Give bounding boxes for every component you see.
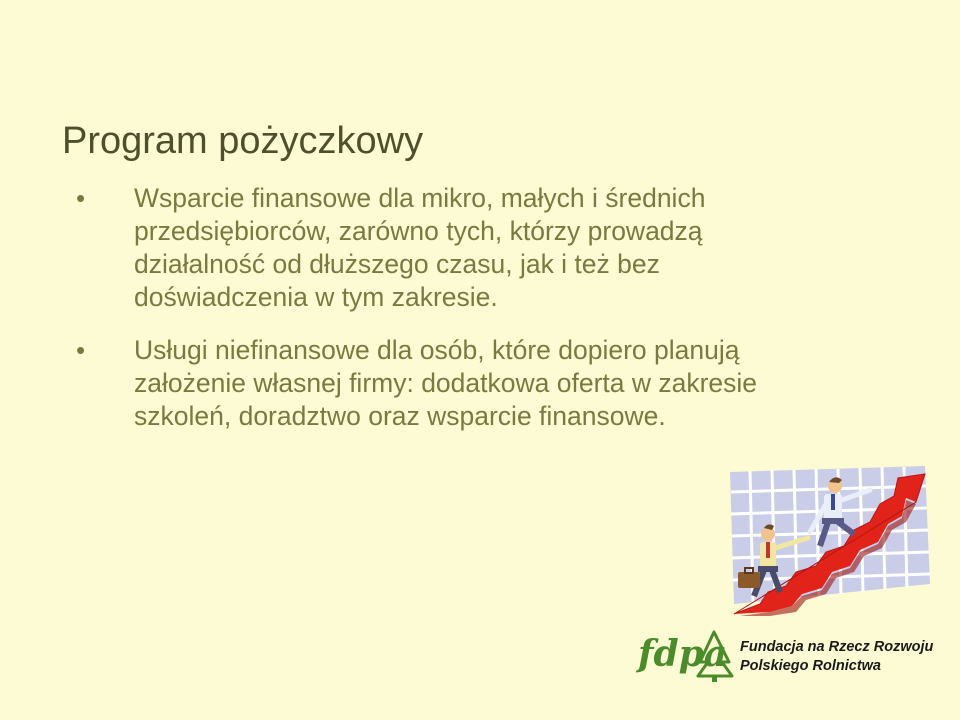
fdpa-logo — [636, 626, 936, 686]
bullet-dot-icon: • — [76, 183, 86, 213]
bullet-text: Wsparcie finansowe dla mikro, małych i średnich przedsiębiorców, zarówno tych, którzy prowadzą działalność od dłuższego czasu, jak i też bez doświadczenia w tym zakresie. — [134, 183, 706, 312]
bullet-item — [76, 334, 776, 433]
business-climb-arrow-illustration-icon — [720, 464, 935, 616]
logo-line-1: Fundacja na Rzecz Rozwoju — [740, 639, 934, 655]
bullet-item — [76, 182, 776, 314]
bullet-dot-icon: • — [76, 335, 86, 365]
logo-text — [740, 638, 933, 676]
logo-mark-text: fdpa — [638, 633, 728, 675]
fdpa-tree-logo-icon — [636, 626, 740, 684]
bullet-text: Usługi niefinansowe dla osób, które dopiero planują założenie własnej firmy: dodatkowa oferta w zakresie szkoleń, doradztwo oraz wsparcie finansowe. — [134, 335, 758, 431]
logo-line-2: Polskiego Rolnictwa — [740, 658, 881, 674]
slide-title: Program pożyczkowy — [62, 120, 424, 162]
bullet-list — [76, 182, 776, 453]
